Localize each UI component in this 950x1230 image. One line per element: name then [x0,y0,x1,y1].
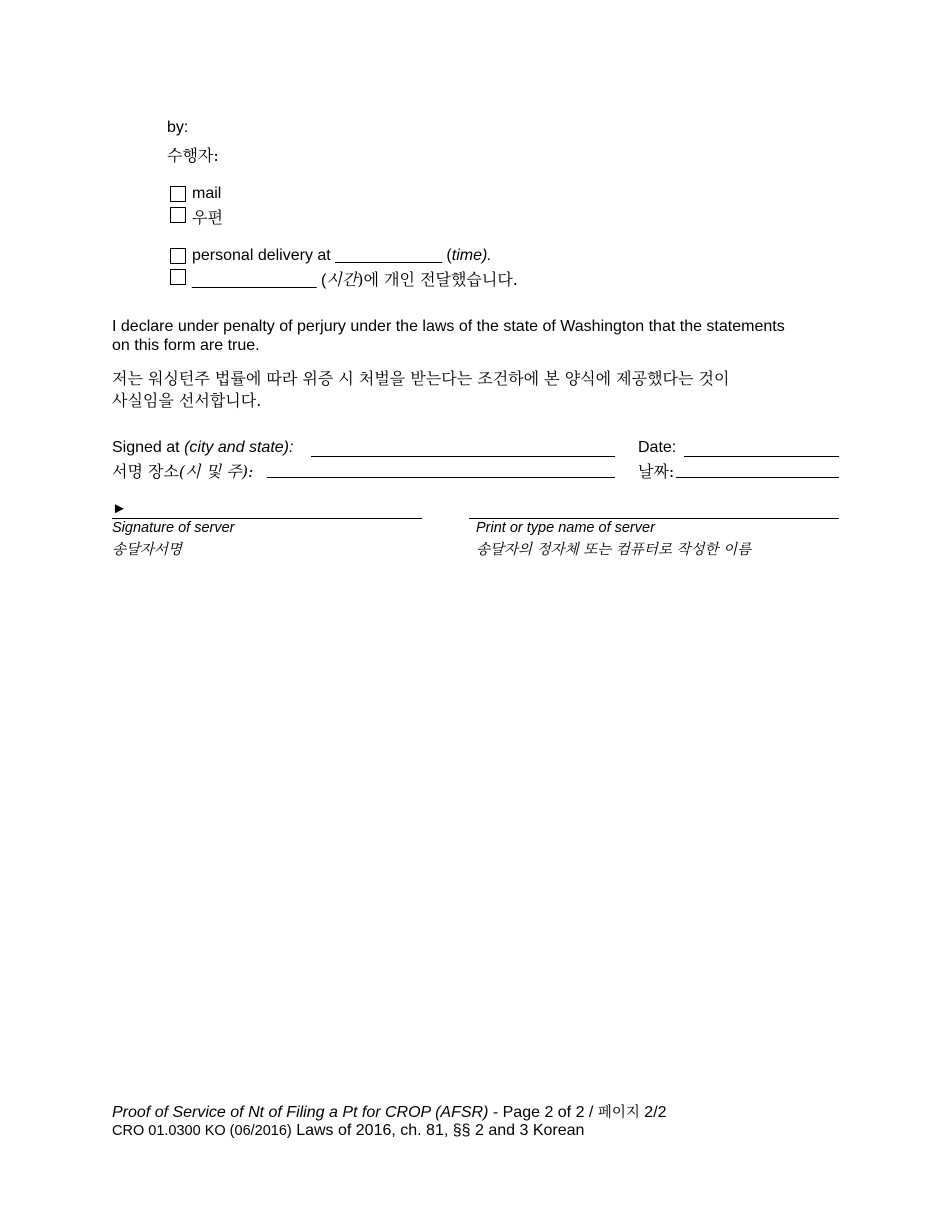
server-signature-label-ko: 송달자서명 [112,542,183,558]
date-label: Date: [638,439,677,456]
footer-code [112,1122,584,1140]
footer-title [112,1101,667,1122]
signature-arrow-icon: ► [112,500,127,517]
server-name-label: Print or type name of server [476,520,655,536]
date-field[interactable] [684,456,839,457]
date-field-ko[interactable] [676,477,839,478]
footer-page-text: - Page 2 of 2 / [488,1104,598,1121]
declaration-ko-line1: 저는 워싱턴주 법률에 따라 위증 시 처벌을 받는다는 조건하에 본 양식에 제공했다는 것이 [112,369,730,388]
footer-form-title: Proof of Service of Nt of Filing a Pt for CROP (AFSR) [112,1104,489,1121]
declaration-ko-line2: 사실임을 선서합니다. [112,391,262,410]
server-name-line[interactable] [469,518,839,519]
footer-page-ko: 페이지 [597,1105,640,1121]
signed-at-field[interactable] [311,456,615,457]
personal-delivery-checkbox-ko[interactable] [170,269,186,285]
signed-at-label [112,439,293,457]
server-signature-line[interactable] [112,518,422,519]
mail-label-ko: 우편 [192,208,223,227]
date-label-ko: 날짜: [638,462,675,481]
footer-page-num: 2/2 [639,1104,667,1121]
mail-checkbox-ko[interactable] [170,207,186,223]
mail-checkbox[interactable] [170,186,186,202]
personal-delivery-time: time). [451,247,492,264]
server-signature-label: Signature of server [112,520,235,536]
by-label: by: [167,119,189,136]
signed-at-field-ko[interactable] [267,477,615,478]
declaration-line1: I declare under penalty of perjury under the laws of the state of Washington that the statements [112,318,785,335]
personal-delivery-ko-suffix: )에 개인 전달했습니다. [357,270,518,289]
mail-label: mail [192,185,222,202]
personal-delivery-prefix: personal delivery at ____________ ( [192,247,452,264]
signed-at-text: Signed at [112,439,185,456]
personal-delivery-checkbox[interactable] [170,248,186,264]
signed-at-ko-italic: (시 및 주): [178,462,254,481]
personal-delivery-label-ko [192,267,518,290]
footer-form-code: CRO 01.0300 KO (06/2016) [112,1123,292,1139]
by-label-ko: 수행자: [167,146,219,165]
personal-delivery-label [192,247,492,265]
signed-at-italic: (city and state): [184,439,294,456]
footer-laws: Laws of 2016, ch. 81, §§ 2 and 3 Korean [291,1122,585,1139]
server-name-label-ko: 송달자의 정자체 또는 컴퓨터로 작성한 이름 [476,542,752,558]
personal-delivery-ko-blank: ______________ ( [192,272,327,289]
signed-at-ko-text: 서명 장소 [112,462,179,481]
signed-at-label-ko [112,459,253,482]
declaration-line2: on this form are true. [112,337,260,354]
personal-delivery-ko-time: 시간 [326,270,358,289]
